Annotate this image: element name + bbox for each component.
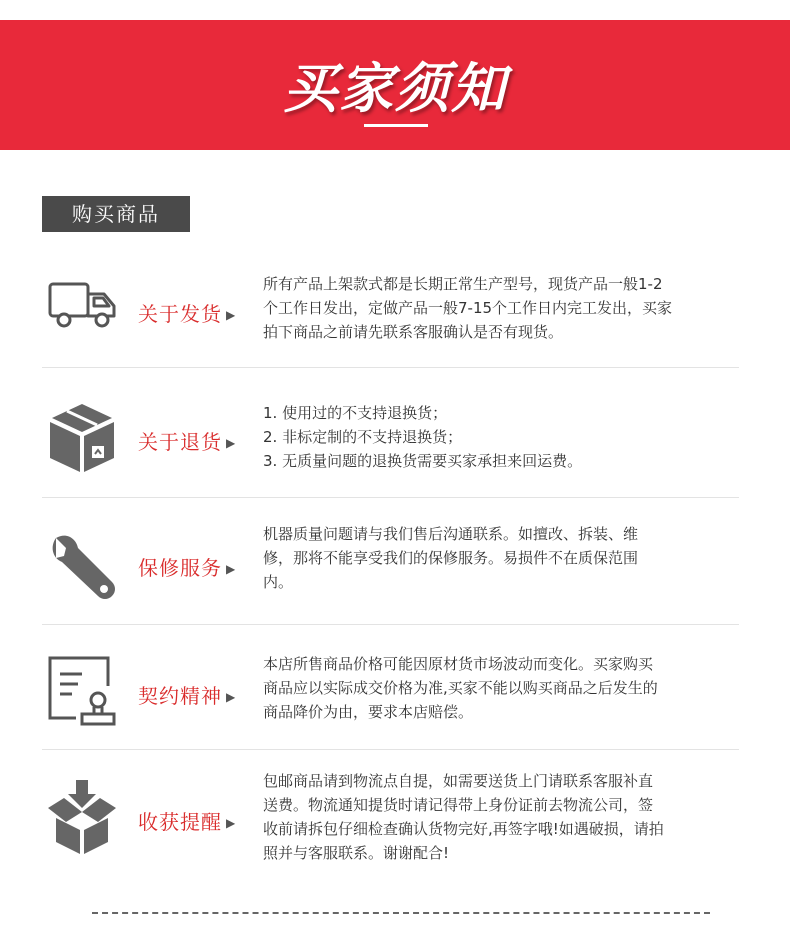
banner-underline xyxy=(364,124,428,127)
caret-right-icon: ▶ xyxy=(226,308,237,322)
text-line: 修，那将不能享受我们的保修服务。易损件不在质保范围 xyxy=(263,549,639,567)
caret-right-icon: ▶ xyxy=(226,436,237,450)
text-line: 商品应以实际成交价格为准,买家不能以购买商品之后发生的 xyxy=(263,679,658,697)
notice-row-contract xyxy=(42,644,739,754)
row-divider xyxy=(42,497,739,498)
caret-right-icon: ▶ xyxy=(226,562,237,576)
text-line: 包邮商品请到物流点自提，如需要送货上门请联系客服补直 xyxy=(263,772,654,790)
row-divider xyxy=(42,749,739,750)
notice-row-returns xyxy=(42,388,739,498)
header-banner xyxy=(0,20,790,150)
text-line: 所有产品上架款式都是长期正常生产型号，现货产品一般1-2 xyxy=(263,275,663,293)
text-line: 商品降价为由，要求本店赔偿。 xyxy=(263,703,474,721)
banner-title: 买家须知 xyxy=(283,56,507,120)
row-title-text: 收获提醒 xyxy=(138,810,222,834)
wrench-icon xyxy=(42,526,122,606)
text-line: 照并与客服联系。谢谢配合! xyxy=(263,844,450,862)
row-text-shipping xyxy=(263,272,743,344)
text-line: 本店所售商品价格可能因原材货市场波动而变化。买家购买 xyxy=(263,655,654,673)
contract-stamp-icon xyxy=(42,652,122,732)
row-title-text: 关于退货 xyxy=(138,430,222,454)
notice-row-shipping xyxy=(42,258,739,368)
text-line: 个工作日发出，定做产品一般7-15个工作日内完工发出，买家 xyxy=(263,299,673,317)
text-line: 2. 非标定制的不支持退换货； xyxy=(263,428,463,446)
caret-right-icon: ▶ xyxy=(226,816,237,830)
section-label: 购买商品 xyxy=(42,196,190,232)
footer-dashed-divider xyxy=(92,912,710,914)
receive-box-icon xyxy=(42,778,122,858)
text-line: 拍下商品之前请先联系客服确认是否有现货。 xyxy=(263,323,564,341)
row-text-receiving xyxy=(263,769,743,865)
text-line: 内。 xyxy=(263,573,294,591)
row-title-text: 关于发货 xyxy=(138,302,222,326)
row-text-returns xyxy=(263,401,743,473)
delivery-truck-icon xyxy=(42,262,122,342)
text-line: 机器质量问题请与我们售后沟通联系。如擅改、拆装、维 xyxy=(263,525,639,543)
notice-row-warranty xyxy=(42,516,739,626)
notice-row-receiving xyxy=(42,768,739,878)
text-line: 收前请拆包仔细检查确认货物完好,再签字哦!如遇破损，请拍 xyxy=(263,820,664,838)
text-line: 1. 使用过的不支持退换货； xyxy=(263,404,448,422)
row-divider xyxy=(42,367,739,368)
row-text-warranty xyxy=(263,522,743,594)
package-box-icon xyxy=(42,398,122,478)
row-text-contract xyxy=(263,652,743,724)
row-title-text: 保修服务 xyxy=(138,556,222,580)
text-line: 3. 无质量问题的退换货需要买家承担来回运费。 xyxy=(263,452,583,470)
row-title-text: 契约精神 xyxy=(138,684,222,708)
text-line: 送费。物流通知提货时请记得带上身份证前去物流公司，签 xyxy=(263,796,654,814)
row-divider xyxy=(42,624,739,625)
caret-right-icon: ▶ xyxy=(226,690,237,704)
